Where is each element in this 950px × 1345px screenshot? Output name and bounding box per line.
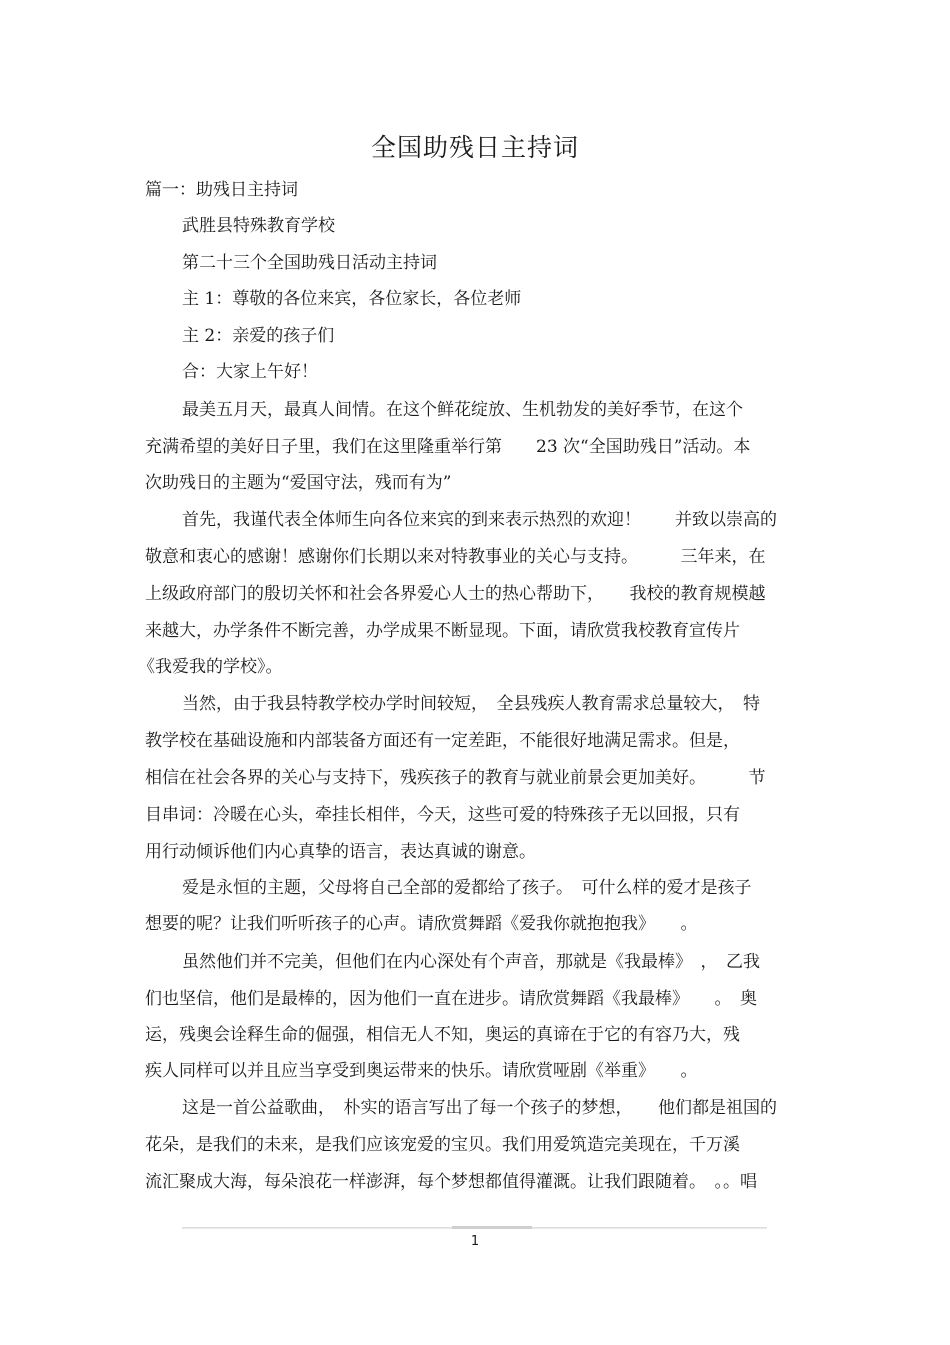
page-number: 1	[470, 1234, 480, 1249]
paragraph-line: 疾人同样可以并且应当享受到奥运带来的快乐。请欣赏哑剧《举重》 。	[145, 1061, 698, 1081]
school-name: 武胜县特殊教育学校	[182, 216, 335, 236]
paragraph-line: 想要的呢？让我们听听孩子的心声。请欣赏舞蹈《爱我你就抱抱我》 。	[145, 914, 698, 934]
dialogue-line: 主 1：尊敬的各位来宾，各位家长，各位老师	[182, 289, 522, 309]
section-heading: 篇一：助残日主持词	[145, 180, 298, 200]
paragraph-line: 运，残奥会诠释生命的倔强，相信无人不知，奥运的真谛在于它的有容乃大，残	[145, 1025, 740, 1045]
paragraph-line: 充满希望的美好日子里，我们在这里隆重举行第 23 次“全国助残日”活动。本	[145, 437, 751, 457]
paragraph-line: 教学校在基础设施和内部装备方面还有一定差距，不能很好地满足需求。但是，	[145, 731, 740, 751]
paragraph-line: 相信在社会各界的关心与支持下，残疾孩子的教育与就业前景会更加美好。 节	[145, 768, 766, 788]
paragraph-line: 用行动倾诉他们内心真挚的语言，表达真诚的谢意。	[145, 842, 536, 862]
paragraph-line: 首先，我谨代表全体师生向各位来宾的到来表示热烈的欢迎！ 并致以崇高的	[182, 510, 777, 530]
dialogue-line: 主 2：亲爱的孩子们	[182, 326, 335, 346]
paragraph-line: 次助残日的主题为“爱国守法，残而有为”	[145, 473, 452, 493]
paragraph-line: 虽然他们并不完美，但他们在内心深处有个声音，那就是《我最棒》 ， 乙我	[182, 952, 760, 972]
paragraph-line: 这是一首公益歌曲， 朴实的语言写出了每一个孩子的梦想， 他们都是祖国的	[182, 1098, 777, 1118]
paragraph-line: 上级政府部门的殷切关怀和社会各界爱心人士的热心帮助下， 我校的教育规模越	[145, 584, 766, 604]
dialogue-line: 合：大家上午好！	[182, 362, 318, 382]
paragraph-line: 当然，由于我县特教学校办学时间较短， 全县残疾人教育需求总量较大， 特	[182, 694, 760, 714]
paragraph-line: 流汇聚成大海，每朵浪花一样澎湃，每个梦想都值得灌溉。让我们跟随着。 。。唱	[145, 1172, 757, 1192]
footer-divider	[182, 1227, 767, 1229]
paragraph-line: 敬意和衷心的感谢！感谢你们长期以来对特教事业的关心与支持。 三年来，在	[145, 547, 766, 567]
paragraph-line: 爱是永恒的主题，父母将自己全部的爱都给了孩子。 可什么样的爱才是孩子	[182, 878, 752, 898]
event-subtitle: 第二十三个全国助残日活动主持词	[182, 253, 437, 273]
paragraph-line: 《我爱我的学校》。	[138, 657, 283, 677]
paragraph-line: 花朵，是我们的未来，是我们应该宠爱的宝贝。我们用爱筑造完美现在，千万溪	[145, 1135, 740, 1155]
paragraph-line: 们也坚信，他们是最棒的，因为他们一直在进步。请欣赏舞蹈《我最棒》 。 奥	[145, 989, 757, 1009]
document-title: 全国助残日主持词	[370, 133, 579, 162]
paragraph-line: 目串词：冷暖在心头，牵挂长相伴，今天，这些可爱的特殊孩子无以回报，只有	[145, 805, 740, 825]
paragraph-line: 最美五月天，最真人间情。在这个鲜花绽放、生机勃发的美好季节，在这个	[182, 400, 743, 420]
paragraph-line: 来越大，办学条件不断完善，办学成果不断显现。下面，请欣赏我校教育宣传片	[145, 621, 740, 641]
